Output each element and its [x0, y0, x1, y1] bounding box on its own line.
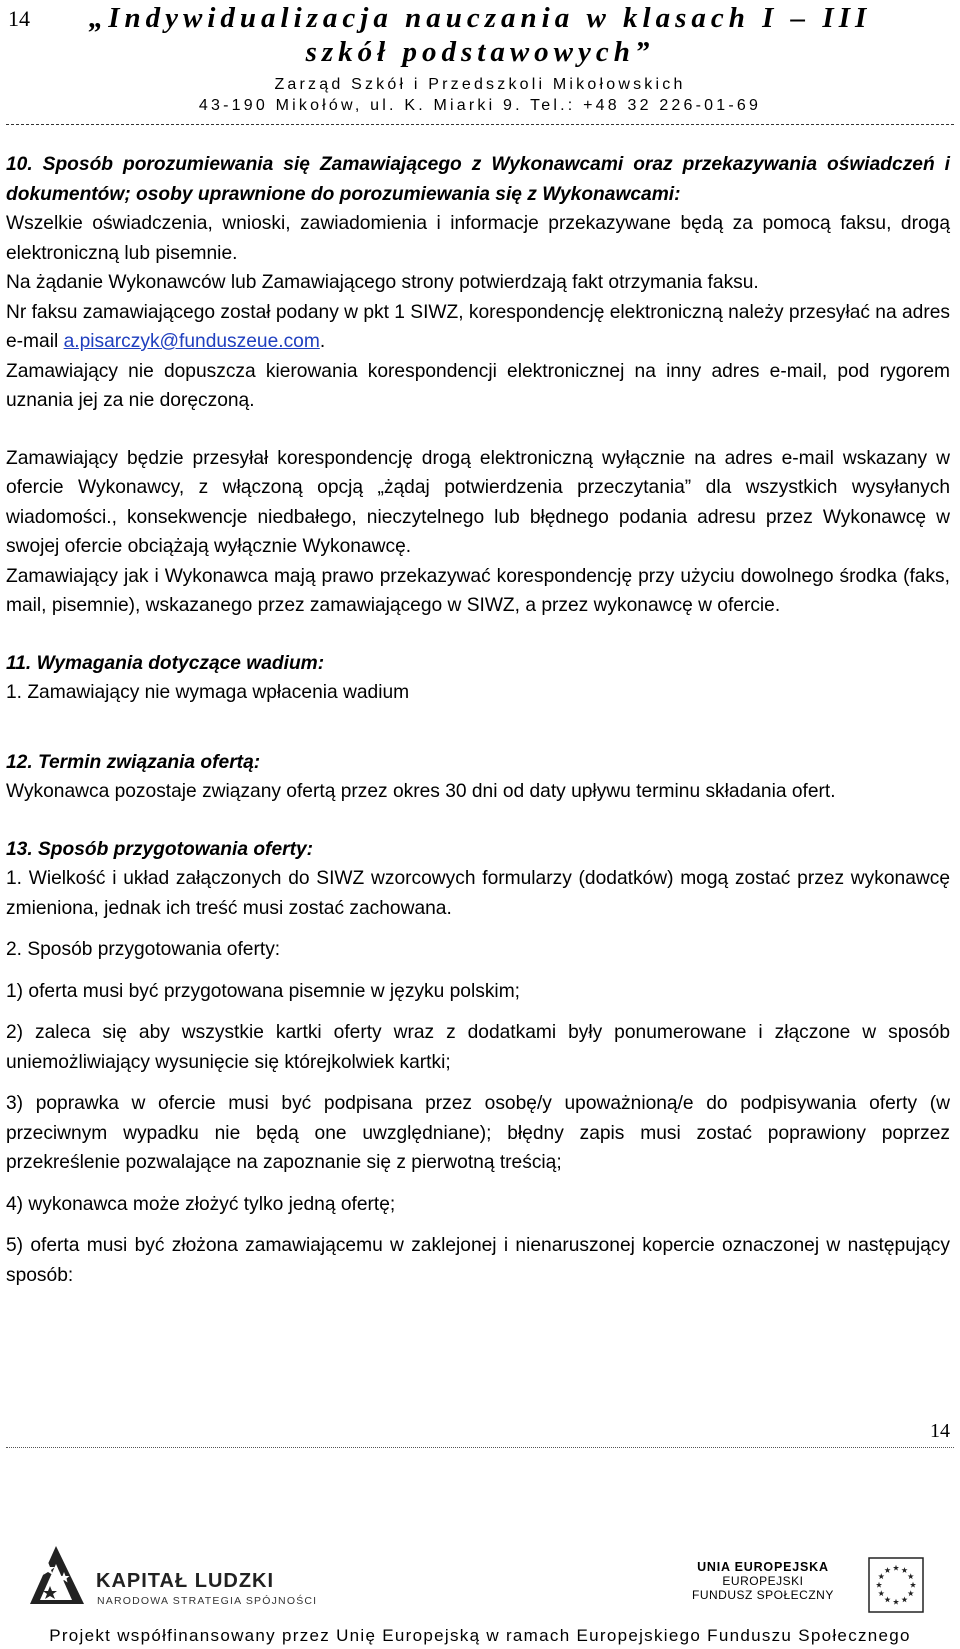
kapital-ludzki-logo-icon — [26, 1542, 88, 1608]
section-10-paragraph: Wszelkie oświadczenia, wnioski, zawiadomienia i informacje przekazywane będą za pomocą faksu, drogą elektroniczną lub pisemnie. — [6, 213, 950, 264]
section-10-heading: 10. Sposób porozumiewania się Zamawiającego z Wykonawcami oraz przekazywania oświadczeń i dokumentów; osoby uprawnione do porozumiewania się z Wykonawcami: — [6, 154, 950, 205]
section-13-heading: 13. Sposób przygotowania oferty: — [6, 838, 314, 860]
list-item: 1) oferta musi być przygotowana pisemnie w języku polskim; — [6, 980, 521, 1002]
section-13-paragraph: 2. Sposób przygotowania oferty: — [6, 939, 281, 960]
eu-label-line-1: UNIA EUROPEJSKA — [697, 1560, 829, 1574]
list-item: 5) oferta musi być złożona zamawiającemu w zaklejonej i nienaruszonej kopercie oznaczonej w następujący sposób: — [6, 1235, 950, 1286]
section-10-paragraph: Zamawiający jak i Wykonawca mają prawo przekazywać korespondencję przy użyciu dowolnego środka (faks, mail, pisemnie), wskazanego przez zamawiającego w SIWZ, a przez wykonawcę w ofercie. — [6, 565, 950, 616]
section-10-paragraph: Zamawiający będzie przesyłał korespondencję drogą elektroniczną wyłącznie na adres e-mail wskazany w ofercie Wykonawcy, z włączoną opcją „żądaj potwierdzenia przeczytania” dla wszystkich wysyłanych wiadomości., konsekwencje niedbałego, nieczytelnego lub błędnego podania adresu przez Wykonawcę w swojej ofercie obciążają wyłącznie Wykonawcę. — [6, 447, 950, 557]
list-item: 4) wykonawca może złożyć tylko jedną ofertę; — [6, 1193, 396, 1215]
email-text-suffix: . — [319, 331, 326, 352]
section-12-heading: 12. Termin związania ofertą: — [6, 751, 261, 773]
organization-name: Zarząd Szkół i Przedszkoli Mikołowskich — [274, 76, 686, 93]
section-12-paragraph: Wykonawca pozostaje związany ofertą przez okres 30 dni od daty upływu terminu składania ofert. — [6, 781, 836, 802]
section-13-paragraph: 1. Wielkość i układ załączonych do SIWZ wzorcowych formularzy (dodatków) mogą zostać przez wykonawcę zmieniona, jednak ich treść musi zostać zachowana. — [6, 868, 950, 919]
page-number-top: 14 — [8, 6, 30, 31]
section-10-paragraph-email — [6, 298, 950, 357]
organization-address: 43-190 Mikołów, ul. K. Miarki 9. Tel.: +48 32 226-01-69 — [198, 97, 762, 114]
document-title-line-1: „Indywidualizacja nauczania w klasach I – III — [88, 2, 872, 34]
document-body — [6, 150, 950, 1290]
section-11-heading: 11. Wymagania dotyczące wadium: — [6, 652, 325, 674]
header-divider — [6, 124, 954, 125]
footer-divider — [6, 1447, 954, 1448]
eu-label-line-3: FUNDUSZ SPOŁECZNY — [692, 1588, 834, 1602]
section-10-paragraph: Na żądanie Wykonawców lub Zamawiającego strony potwierdzają fakt otrzymania faksu. — [6, 272, 759, 293]
eu-label — [692, 1560, 834, 1602]
eu-label-line-2: EUROPEJSKI — [722, 1574, 804, 1588]
section-11-paragraph: 1. Zamawiający nie wymaga wpłacenia wadium — [6, 682, 410, 703]
kapital-ludzki-subtitle: NARODOWA STRATEGIA SPÓJNOŚCI — [97, 1595, 318, 1607]
list-item: 2) zaleca się aby wszystkie kartki oferty wraz z dodatkami były ponumerowane i złączone w sposób uniemożliwiający wysunięcie się którejkolwiek kartki; — [6, 1022, 950, 1073]
list-item: 3) poprawka w ofercie musi być podpisana przez osobę/y upoważnioną/e do podpisywania oferty (w przeciwnym wypadku nie będą one uwzględniane); błędny zapis musi zostać poprawiony poprzez przekreślenie pozwalające na zapoznanie się z pierwotną treścią; — [6, 1093, 950, 1173]
email-text-prefix: Nr faksu zamawiającego został podany w pkt 1 SIWZ, korespondencję elektroniczną należy przesyłać na adres e-mail — [6, 301, 950, 352]
section-10-paragraph: Zamawiający nie dopuszcza kierowania korespondencji elektronicznej na inny adres e-mail, pod rygorem uznania jej za nie doręczoną. — [6, 360, 950, 411]
page-number-bottom: 14 — [930, 1420, 950, 1442]
kapital-ludzki-title: KAPITAŁ LUDZKI — [96, 1570, 275, 1592]
document-title-line-2: szkół podstawowych” — [305, 36, 655, 68]
eu-flag-icon — [868, 1557, 924, 1613]
project-cofinancing-note: Projekt współfinansowany przez Unię Europejską w ramach Europejskiego Funduszu Społecznego — [49, 1626, 911, 1645]
email-link[interactable]: a.pisarczyk@funduszeue.com — [63, 331, 320, 352]
